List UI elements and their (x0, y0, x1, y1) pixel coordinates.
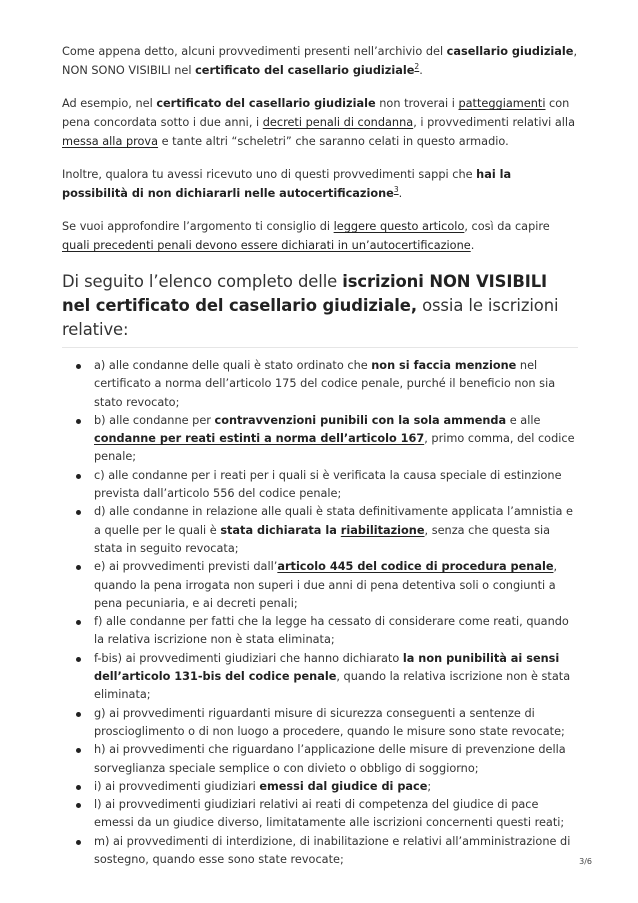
text: Come appena detto, alcuni provvedimenti presenti nell’archivio del (62, 45, 447, 58)
text: Se vuoi approfondire l’argomento ti consiglio di (62, 220, 334, 233)
text: , i provvedimenti relativi alla (413, 116, 575, 129)
text: h) ai provvedimenti che riguardano l’applicazione delle misure di prevenzione della sorveglianza speciale semplice o con divieto o obbligo di soggiorno; (94, 743, 566, 775)
text: e tante altri “scheletri” che saranno celati in questo armadio. (158, 135, 509, 148)
list-item-a (62, 357, 578, 412)
text: non troverai i (375, 97, 459, 110)
link-messa-alla-prova[interactable]: messa alla prova (62, 135, 159, 148)
list-item-g (62, 705, 578, 742)
bold-text: emessi dal giudice di pace (259, 779, 428, 793)
bold-text: casellario giudiziale (446, 45, 574, 58)
list-item-f-bis (62, 650, 578, 705)
bold-text: hai la possibilità di non dichiararli nelle autocertificazione (62, 168, 512, 200)
text: f) alle condanne per fatti che la legge ha cessato di considerare come reati, quando la relativa iscrizione non è stata eliminata; (94, 615, 569, 647)
text: . (419, 64, 423, 77)
text: ossia le iscrizioni relative: (62, 296, 559, 339)
bold-text: la non punibilità ai sensi dell’articolo 131-bis del codice penale (94, 651, 560, 684)
text: Ad esempio, nel (62, 97, 157, 110)
bold-text: iscrizioni NON VISIBILI nel certificato del casellario giudiziale, (62, 272, 548, 315)
list-item-c (62, 467, 578, 504)
text: a) alle condanne delle quali è stato ordinato che (94, 359, 372, 372)
document-body (62, 42, 578, 869)
text: , NON SONO VISIBILI nel (62, 45, 578, 77)
list-item-m (62, 833, 578, 870)
link-riabilitazione[interactable]: riabilitazione (340, 523, 425, 537)
list-item-f (62, 613, 578, 650)
text: , primo comma, del codice penale; (94, 432, 575, 464)
text: , quando la pena irrogata non superi i due anni di pena detentiva soli o congiunti a pena pecuniaria, e ai decreti penali; (94, 560, 558, 610)
footnote-link-2[interactable]: 2 (414, 62, 420, 72)
link-articolo-167[interactable]: condanne per reati estinti a norma dell’articolo 167 (94, 432, 425, 446)
text: b) alle condanne per (94, 413, 215, 427)
list-item-l (62, 796, 578, 833)
link-precedenti-penali[interactable]: quali precedenti penali devono essere dichiarati in un’autocertificazione (62, 239, 471, 252)
text: g) ai provvedimenti riguardanti misure di sicurezza conseguenti a sentenze di proscioglimento o di non luogo a procedere, quando le misure sono state revocate; (94, 706, 565, 738)
list-item-h (62, 741, 578, 778)
section-heading (62, 270, 578, 342)
text: f-bis) ai provvedimenti giudiziari che hanno dichiarato (94, 651, 403, 665)
bold-text: stata dichiarata la (220, 523, 341, 537)
list-item-e (62, 558, 578, 613)
page-number: 3/6 (579, 857, 592, 866)
paragraph-approfondimento (62, 217, 578, 255)
divider (62, 347, 578, 348)
text: Di seguito l’elenco completo delle (62, 272, 343, 291)
list-item-d (62, 503, 578, 558)
footnote-link-3[interactable]: 3 (393, 185, 399, 195)
text: e) ai provvedimenti previsti dall’ (94, 560, 278, 574)
text: ; (427, 779, 432, 793)
text: . (470, 239, 475, 252)
paragraph-autocertificazione (62, 165, 578, 203)
bold-text: contravvenzioni punibili con la sola ammenda (214, 413, 507, 427)
text: , così da capire (464, 220, 550, 233)
text: Inoltre, qualora tu avessi ricevuto uno di questi provvedimenti sappi che (62, 168, 477, 181)
text: i) ai provvedimenti giudiziari (94, 779, 260, 793)
bold-text: certificato del casellario giudiziale (195, 64, 415, 77)
text: , senza che questa sia stata in seguito revocata; (94, 523, 551, 555)
link-patteggiamenti[interactable]: patteggiamenti (458, 97, 546, 110)
paragraph-example (62, 94, 578, 151)
paragraph-intro (62, 42, 578, 80)
text: e alle (506, 413, 541, 427)
list-item-b (62, 412, 578, 467)
text: m) ai provvedimenti di interdizione, di inabilitazione e relativi all’amministrazione di sostegno, quando esse sono state revocate; (94, 834, 571, 867)
text: d) alle condanne in relazione alle quali è stata definitivamente applicata l’amnistia e a quelle per le quali è (94, 505, 573, 537)
iscrizioni-list (62, 357, 578, 869)
text: con pena concordata sotto i due anni, i (62, 97, 570, 129)
bold-text: certificato del casellario giudiziale (156, 97, 376, 110)
bold-text: non si faccia menzione (371, 359, 517, 372)
text: l) ai provvedimenti giudiziari relativi ai reati di competenza del giudice di pace emessi da un giudice diverso, limitatamente alle iscrizioni concernenti questi reati; (94, 798, 565, 830)
link-articolo-445[interactable]: articolo 445 del codice di procedura penale (277, 560, 554, 574)
text: , quando la relativa iscrizione non è stata eliminata; (94, 670, 571, 702)
text: nel certificato a norma dell’articolo 175 del codice penale, purché il beneficio non sia stato revocato; (94, 359, 556, 409)
list-item-i (62, 778, 578, 796)
link-decreti-penali[interactable]: decreti penali di condanna (262, 116, 414, 129)
text: . (398, 187, 403, 200)
link-leggere-articolo[interactable]: leggere questo articolo (333, 220, 465, 233)
text: c) alle condanne per i reati per i quali si è verificata la causa speciale di estinzione prevista dall’articolo 556 del codice penale; (94, 468, 562, 501)
